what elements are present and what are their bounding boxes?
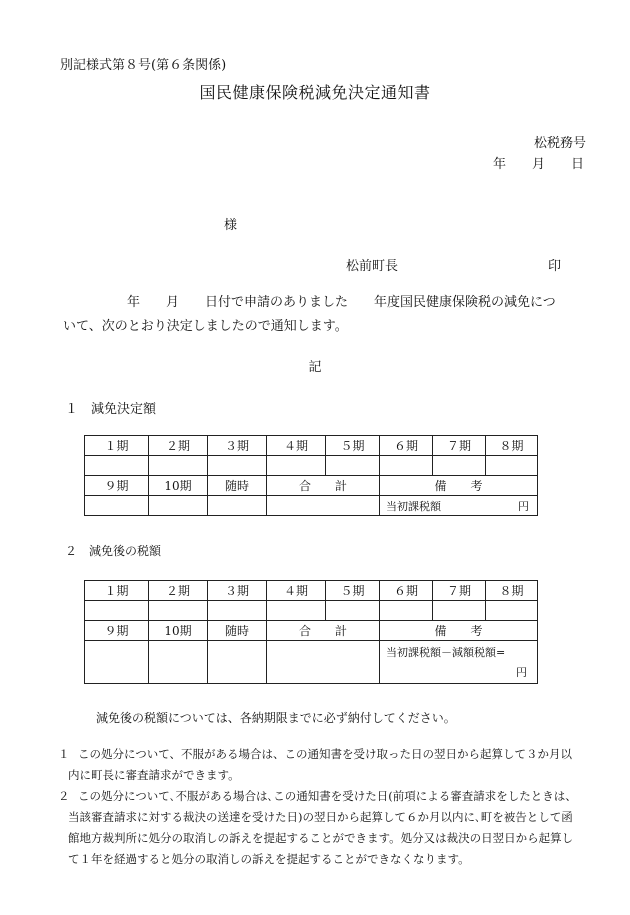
- issue-date: [493, 153, 584, 172]
- table-row: [85, 621, 538, 641]
- period-header: ８期: [486, 436, 538, 456]
- appeal-remarks: [58, 744, 598, 870]
- table-row: [85, 436, 538, 456]
- remarks-header: 備 考: [380, 621, 538, 641]
- amount-cell: [486, 601, 538, 621]
- period-header: 随時: [208, 476, 267, 496]
- issuer-name: 松前町長: [346, 259, 399, 274]
- amount-cell: [85, 641, 149, 684]
- table-row: [85, 456, 538, 476]
- remark-line: 館地方裁判所に処分の取消しの訴えを提起することができます。処分又は裁決の日翌日から起算し: [68, 831, 574, 845]
- total-header: 合 計: [267, 476, 380, 496]
- remarks-header: 備 考: [380, 476, 538, 496]
- remark-line: この処分について､不服がある場合は､この通知書を受けた日(前項による審査請求をしたときは、: [78, 789, 577, 803]
- date-day: 日: [571, 157, 585, 172]
- period-header: 10期: [149, 476, 208, 496]
- remark-line: て１年を経過すると処分の取消しの訴えを提起することができなくなります。: [68, 852, 470, 866]
- period-header: ３期: [208, 436, 267, 456]
- period-header: ５期: [326, 581, 380, 601]
- amount-cell: [149, 601, 208, 621]
- period-header: １期: [85, 436, 149, 456]
- total-cell: [267, 641, 380, 684]
- reduction-amount-table: [84, 435, 538, 516]
- amount-cell: [380, 456, 433, 476]
- period-header: ３期: [208, 581, 267, 601]
- remarks-cell: [380, 641, 538, 684]
- period-header: 10期: [149, 621, 208, 641]
- formula-label: 当初課税額－減額税額=: [386, 646, 506, 659]
- amount-cell: [326, 456, 380, 476]
- amount-cell: [433, 601, 486, 621]
- period-header: ７期: [433, 436, 486, 456]
- period-header: ２期: [149, 436, 208, 456]
- amount-cell: [149, 456, 208, 476]
- amount-cell: [267, 601, 326, 621]
- period-header: ７期: [433, 581, 486, 601]
- section-2-heading: ２ 減免後の税額: [65, 544, 162, 558]
- remark-item: [58, 744, 598, 786]
- total-cell: [267, 496, 380, 516]
- remarks-cell: [380, 496, 538, 516]
- yen-unit: 円: [518, 499, 529, 513]
- table-row: [85, 641, 538, 684]
- period-header: 随時: [208, 621, 267, 641]
- intro-line-1: 年 月 日付で申請のありました 年度国民健康保険税の減免につ: [127, 295, 556, 310]
- period-header: ５期: [326, 436, 380, 456]
- amount-cell: [433, 456, 486, 476]
- remark-number: １: [58, 747, 70, 761]
- amount-cell: [85, 456, 149, 476]
- amount-cell: [85, 601, 149, 621]
- payment-notice: 減免後の税額については、各納期限までに必ず納付してください。: [96, 711, 456, 725]
- post-reduction-table: [84, 580, 538, 684]
- remark-line: 内に町長に審査請求ができます。: [68, 768, 240, 782]
- table-row: [85, 476, 538, 496]
- total-header: 合 計: [267, 621, 380, 641]
- amount-cell: [326, 601, 380, 621]
- table-row: [85, 601, 538, 621]
- amount-cell: [208, 456, 267, 476]
- period-header: ９期: [85, 476, 149, 496]
- table-row: [85, 496, 538, 516]
- remark-number: ２: [58, 789, 70, 803]
- period-header: ４期: [267, 581, 326, 601]
- amount-cell: [380, 601, 433, 621]
- tax-number: 松税務号: [533, 136, 586, 151]
- intro-text: [63, 291, 593, 339]
- yen-unit: 円: [516, 666, 527, 679]
- period-header: ４期: [267, 436, 326, 456]
- amount-cell: [149, 496, 208, 516]
- intro-line-2: いて、次のとおり決定しましたので通知します。: [63, 319, 348, 334]
- remark-item: [58, 786, 598, 870]
- table-row: [85, 581, 538, 601]
- remark-line: この処分について、不服がある場合は、この通知書を受け取った日の翌日から起算して３か月以: [78, 747, 573, 761]
- amount-cell: [486, 456, 538, 476]
- amount-cell: [208, 496, 267, 516]
- period-header: ６期: [380, 581, 433, 601]
- initial-tax-label: 当初課税額: [386, 499, 441, 513]
- amount-cell: [85, 496, 149, 516]
- amount-cell: [149, 641, 208, 684]
- amount-cell: [267, 456, 326, 476]
- section-1-heading: １ 減免決定額: [65, 402, 157, 417]
- seal-mark: 印: [548, 259, 562, 274]
- ki-heading: 記: [308, 360, 322, 375]
- remark-line: 当該審査請求に対する裁決の送達を受けた日)の翌日から起算して６か月以内に､町を被告として函: [68, 810, 573, 824]
- amount-cell: [208, 641, 267, 684]
- date-month: 月: [532, 157, 546, 172]
- period-header: ８期: [486, 581, 538, 601]
- amount-cell: [208, 601, 267, 621]
- period-header: １期: [85, 581, 149, 601]
- date-year: 年: [493, 157, 507, 172]
- document-title: 国民健康保険税減免決定通知書: [199, 83, 431, 102]
- period-header: ６期: [380, 436, 433, 456]
- period-header: ９期: [85, 621, 149, 641]
- form-reference: 別記様式第８号(第６条関係): [60, 58, 227, 73]
- period-header: ２期: [149, 581, 208, 601]
- recipient-suffix: 様: [224, 218, 238, 233]
